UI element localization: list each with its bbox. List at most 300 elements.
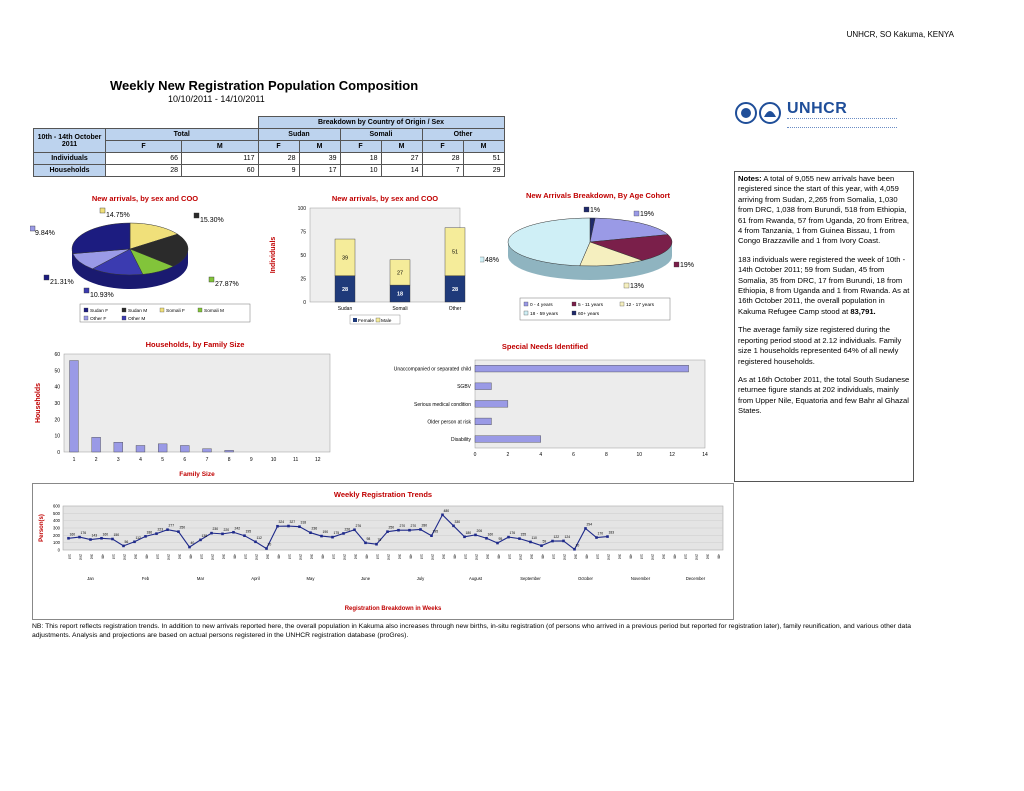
table-cell: 14 bbox=[381, 165, 422, 177]
hh-bar bbox=[180, 445, 189, 452]
sn-bar bbox=[475, 436, 541, 443]
trend-point bbox=[463, 536, 466, 539]
hh-bar bbox=[114, 442, 123, 452]
trend-point bbox=[199, 539, 202, 542]
trend-week-label: 3rd bbox=[309, 554, 314, 560]
group-other: Other bbox=[422, 129, 504, 141]
pie1-slice-label: 27.87% bbox=[215, 281, 239, 288]
trend-point bbox=[595, 536, 598, 539]
trend-point bbox=[386, 530, 389, 533]
pie1-legend-item: Somali F bbox=[166, 309, 185, 314]
trend-point bbox=[276, 525, 279, 528]
bar1-legend-item: Male bbox=[381, 319, 392, 324]
pie2-legend-item: 12 - 17 years bbox=[626, 303, 654, 308]
table-cell: 10 bbox=[340, 165, 381, 177]
trend-point bbox=[320, 535, 323, 538]
trend-point bbox=[562, 540, 565, 543]
bar1-category: Other bbox=[448, 306, 462, 312]
trend-value-label: 480 bbox=[443, 508, 450, 513]
org-location: UNHCR, SO Kakuma, KENYA bbox=[846, 30, 954, 39]
trend-value-label: 236 bbox=[311, 526, 318, 531]
trend-week-label: 3rd bbox=[485, 554, 490, 560]
logo-text: UNHCR bbox=[787, 100, 848, 117]
trend-value-label: 220 bbox=[223, 527, 230, 532]
trend-week-label: 3rd bbox=[353, 554, 358, 560]
trend-week-label: 1st bbox=[155, 554, 160, 559]
hh-xtick: 8 bbox=[227, 457, 231, 463]
trend-value-label: 294 bbox=[586, 522, 593, 527]
bar1-value-label: 27 bbox=[396, 270, 404, 277]
hh-xtick: 7 bbox=[205, 457, 209, 463]
trend-value-label: 98 bbox=[366, 536, 371, 541]
trend-month-label: August bbox=[468, 576, 483, 581]
row-label: Individuals bbox=[34, 153, 106, 165]
trend-value-label: 138 bbox=[201, 533, 208, 538]
trend-month-label: June bbox=[360, 576, 371, 581]
trend-month-label: September bbox=[520, 576, 541, 581]
trend-week-label: 4th bbox=[144, 554, 149, 559]
trend-point bbox=[507, 536, 510, 539]
trend-month-label: Feb bbox=[141, 576, 150, 581]
bar1-ylabel: Individuals bbox=[270, 236, 277, 274]
trend-value-label: 176 bbox=[80, 531, 87, 536]
trend-ytick: 0 bbox=[57, 547, 60, 553]
trend-point bbox=[364, 542, 367, 545]
sex-header: F bbox=[422, 141, 463, 153]
notes-paragraph: A total of 9,055 new arrivals have been registered since the start of this year, with 4,059 arriving from Sudan, 2,265 from Somalia, 1,030 from DRC, 1,038 from Burundi, 518 from Ethiopia, 61 from Rwanda, 57 from Uganda, 20 from Eritrea, 4 from Tanzania, 1 from Guinea Bissau, 1 from Congo Brazzaville and 1 from Ivory Coast. bbox=[738, 174, 909, 246]
pie1-legend-swatch bbox=[122, 316, 126, 320]
bar1-legend-item: Female bbox=[358, 319, 374, 324]
trend-value-label: 40 bbox=[190, 541, 195, 546]
hh-ytick: 40 bbox=[54, 384, 60, 391]
trend-week-label: 4th bbox=[672, 554, 677, 559]
trend-value-label: 170 bbox=[597, 531, 604, 536]
trend-value-label: 95 bbox=[498, 537, 503, 542]
trend-value-label: 195 bbox=[245, 529, 252, 534]
pie1-slice-label: 9.84% bbox=[35, 230, 55, 237]
unhcr-logo bbox=[735, 100, 900, 130]
trend-month-label: May bbox=[306, 576, 315, 581]
trend-week-label: 1st bbox=[463, 554, 468, 559]
trend-point bbox=[430, 534, 433, 537]
trend-week-label: 3rd bbox=[89, 554, 94, 560]
hh-xtick: 5 bbox=[161, 457, 165, 463]
trend-week-label: 2nd bbox=[78, 554, 83, 560]
table-cell: 29 bbox=[463, 165, 504, 177]
trend-week-label: 1st bbox=[507, 554, 512, 559]
trend-week-label: 2nd bbox=[650, 554, 655, 560]
pie2-legend-swatch bbox=[524, 311, 528, 315]
table-cell: 17 bbox=[299, 165, 340, 177]
bar1-value-label: 28 bbox=[451, 286, 459, 293]
trend-week-label: 2nd bbox=[474, 554, 479, 560]
trend-week-label: 3rd bbox=[221, 554, 226, 560]
trend-month-label: July bbox=[416, 576, 425, 581]
hh-ylabel: Households bbox=[35, 382, 42, 424]
hh-xtick: 10 bbox=[270, 457, 277, 463]
trend-value-label: 327 bbox=[289, 520, 296, 525]
sex-header: F bbox=[340, 141, 381, 153]
trend-point bbox=[144, 535, 147, 538]
trend-week-label: 1st bbox=[551, 554, 556, 559]
notes-paragraph: The average family size registered during the reporting period stood at 2.12 individuals. Family size 1 households represented 64% of all newly registered households. bbox=[738, 325, 902, 366]
group-sudan: Sudan bbox=[258, 129, 340, 141]
hh-xtick: 1 bbox=[72, 457, 76, 463]
trend-chart bbox=[33, 498, 733, 618]
table-cell: 28 bbox=[258, 153, 299, 165]
sn-category: Unaccompanied or separated child bbox=[393, 366, 471, 373]
pie1-label-swatch bbox=[84, 288, 89, 293]
trend-week-label: 2nd bbox=[122, 554, 127, 560]
pie1-label-swatch bbox=[194, 213, 199, 218]
trend-month-label: Jan bbox=[87, 576, 94, 581]
trend-point bbox=[331, 536, 334, 539]
trend-value-label: 318 bbox=[300, 520, 307, 525]
trend-week-label: 2nd bbox=[210, 554, 215, 560]
trend-ytick: 100 bbox=[53, 540, 60, 546]
sn-category: Older person at risk bbox=[427, 419, 471, 426]
hh-bar bbox=[70, 361, 79, 452]
trend-value-label: 180 bbox=[465, 530, 472, 535]
hh-ytick: 60 bbox=[54, 352, 60, 358]
trend-week-label: 3rd bbox=[133, 554, 138, 560]
trend-ylabel: Person(s) bbox=[39, 514, 45, 542]
trend-week-label: 4th bbox=[628, 554, 633, 559]
hh-bar bbox=[92, 437, 101, 452]
bar1-value-label: 28 bbox=[341, 286, 349, 293]
sn-xtick: 0 bbox=[473, 452, 477, 458]
pie1-legend-swatch bbox=[84, 308, 88, 312]
registration-table bbox=[33, 116, 505, 177]
hh-bar bbox=[136, 445, 145, 452]
pie2-label-swatch bbox=[480, 257, 484, 262]
trend-point bbox=[265, 547, 268, 550]
pie1-legend-item: Sudan M bbox=[128, 309, 148, 314]
sn-category: Disability bbox=[450, 436, 471, 443]
pie1-slice-label: 10.93% bbox=[90, 292, 114, 299]
trend-point bbox=[584, 527, 587, 530]
trend-xlabel: Registration Breakdown in Weeks bbox=[344, 606, 442, 612]
pie1-legend-item: Somali M bbox=[204, 309, 224, 314]
trend-point bbox=[606, 535, 609, 538]
trend-week-label: 1st bbox=[111, 554, 116, 559]
table-cell: 9 bbox=[258, 165, 299, 177]
trend-month-label: April bbox=[251, 576, 260, 581]
hh-bar bbox=[225, 450, 234, 452]
trend-point bbox=[441, 514, 444, 517]
trend-point bbox=[496, 542, 499, 545]
trend-week-label: 3rd bbox=[441, 554, 446, 560]
trend-ytick: 600 bbox=[53, 503, 60, 509]
pie2-legend-swatch bbox=[572, 311, 576, 315]
trend-week-label: 4th bbox=[232, 554, 237, 559]
sex-header: F bbox=[258, 141, 299, 153]
sex-header: M bbox=[182, 141, 259, 153]
hh-bar bbox=[203, 449, 212, 452]
trend-panel bbox=[32, 483, 734, 620]
trend-point bbox=[397, 529, 400, 532]
trend-point bbox=[232, 531, 235, 534]
table-row bbox=[34, 153, 505, 165]
trend-week-label: 4th bbox=[364, 554, 369, 559]
trend-month-label: December bbox=[685, 576, 706, 581]
trend-point bbox=[133, 540, 136, 543]
trend-week-label: 3rd bbox=[573, 554, 578, 560]
trend-week-label: 1st bbox=[375, 554, 380, 559]
trend-week-label: 4th bbox=[320, 554, 325, 559]
trend-value-label: 190 bbox=[322, 530, 329, 535]
trend-value-label: 59 bbox=[542, 539, 547, 544]
pie2-legend-item: 60+ years bbox=[578, 312, 600, 317]
trend-point bbox=[485, 537, 488, 540]
bar1-chart bbox=[265, 202, 475, 327]
trend-value-label: 270 bbox=[410, 524, 417, 529]
footnote: NB: This report reflects registration trends. In addition to new arrivals reported here, the overall population in Kakuma also increases through new births, in-situ registration (of persons who arrived in a previous period but reported for registration later), family reunification, and various other data adjustments. Analysis and projections are based on actual persons registered in the UNHCR registration database (proGres). bbox=[32, 623, 912, 639]
trend-value-label: 160 bbox=[69, 532, 76, 537]
sn-xtick: 4 bbox=[539, 452, 543, 458]
sn-category: Serious medical condition bbox=[414, 401, 471, 408]
table-cell: 7 bbox=[422, 165, 463, 177]
trend-value-label: 276 bbox=[355, 523, 362, 528]
pie1-slice bbox=[72, 223, 130, 254]
trend-point bbox=[155, 532, 158, 535]
sn-xtick: 6 bbox=[572, 452, 575, 458]
trend-point bbox=[342, 532, 345, 535]
trend-value-label: 226 bbox=[344, 527, 351, 532]
trend-point bbox=[353, 528, 356, 531]
pie1-title: New arrivals, by sex and COO bbox=[91, 194, 199, 203]
trend-month-label: October bbox=[578, 576, 593, 581]
trend-week-label: 2nd bbox=[254, 554, 259, 560]
bar1-legend-swatch bbox=[353, 318, 357, 322]
pie1-slice-label: 14.75% bbox=[106, 212, 130, 219]
trend-ytick: 300 bbox=[53, 525, 60, 531]
trend-value-label: 112 bbox=[256, 535, 262, 540]
trend-value-label: 112 bbox=[135, 535, 141, 540]
trend-week-label: 4th bbox=[496, 554, 501, 559]
trend-point bbox=[518, 537, 521, 540]
sn-category: SGBV bbox=[457, 384, 471, 391]
trend-value-label: 124 bbox=[564, 534, 571, 539]
hh-xlabel: Family Size bbox=[179, 471, 215, 478]
pie1-slice-label: 21.31% bbox=[50, 279, 74, 286]
trend-point bbox=[210, 532, 213, 535]
sn-xtick: 14 bbox=[702, 452, 708, 458]
trend-week-label: 4th bbox=[584, 554, 589, 559]
trend-value-label: 10 bbox=[575, 543, 580, 548]
notes-paragraph: As at 16th October 2011, the total South Sudanese returnee figure stands at 202 individuals, mainly from Upper Nile, Equatoria and few Bahr al Ghazal States. bbox=[738, 374, 910, 416]
trend-week-label: 3rd bbox=[617, 554, 622, 560]
trend-value-label: 280 bbox=[421, 523, 428, 528]
sn-bar bbox=[475, 400, 508, 407]
bar1-title: New arrivals, by sex and COO bbox=[331, 194, 439, 203]
pie2-label-swatch bbox=[584, 207, 589, 212]
trend-week-label: 3rd bbox=[661, 554, 666, 560]
pie1-legend-item: Other M bbox=[128, 317, 146, 322]
trend-point bbox=[540, 544, 543, 547]
sn-xtick: 8 bbox=[605, 452, 608, 458]
trend-point bbox=[221, 533, 224, 536]
pie1-label-swatch bbox=[209, 277, 214, 282]
pie1-legend-item: Other F bbox=[90, 317, 107, 322]
report-title: Weekly New Registration Population Composition bbox=[110, 78, 419, 93]
pie1-chart bbox=[30, 204, 260, 324]
sn-xtick: 2 bbox=[506, 452, 510, 458]
trend-week-label: 1st bbox=[67, 554, 72, 559]
hh-xtick: 6 bbox=[183, 457, 187, 463]
table-cell: 18 bbox=[340, 153, 381, 165]
trend-week-label: 4th bbox=[540, 554, 545, 559]
trend-point bbox=[573, 548, 576, 551]
trend-week-label: 2nd bbox=[386, 554, 391, 560]
trend-week-label: 4th bbox=[408, 554, 413, 559]
trend-point bbox=[122, 545, 125, 548]
trend-ytick: 500 bbox=[53, 510, 60, 516]
trend-week-label: 4th bbox=[452, 554, 457, 559]
pie2-slice-label: 1% bbox=[590, 207, 601, 214]
bar1-value-label: 51 bbox=[451, 249, 459, 256]
trend-point bbox=[78, 536, 81, 539]
table-row bbox=[34, 165, 505, 177]
bar1-value-label: 39 bbox=[341, 255, 349, 262]
notes-paragraph: 183 individuals were registered the week of 10th - 14th October 2011; 59 from Sudan, 45 from Somalia, 35 from DRC, 17 from Burundi, 18 from Ethiopia, 8 from Uganda and 1 from Rwanda. As at 16th October 2011, the overall population in Kakuma Refugee Camp stood at bbox=[738, 254, 910, 316]
hh-ytick: 0 bbox=[57, 450, 60, 456]
hh-xtick: 9 bbox=[249, 457, 253, 463]
pie2-title: New Arrivals Breakdown, By Age Cohort bbox=[525, 191, 671, 200]
trend-month-label: November bbox=[630, 576, 651, 581]
trend-week-label: 1st bbox=[683, 554, 688, 559]
trend-week-label: 1st bbox=[595, 554, 600, 559]
trend-value-label: 270 bbox=[399, 524, 406, 529]
trend-value-label: 324 bbox=[278, 520, 285, 525]
trend-week-label: 4th bbox=[188, 554, 193, 559]
bar1-ytick: 100 bbox=[297, 206, 306, 212]
pie2-label-swatch bbox=[624, 283, 629, 288]
bar1-category: Somali bbox=[392, 306, 408, 312]
pie2-slice-label: 19% bbox=[640, 211, 655, 218]
hh-xtick: 12 bbox=[315, 457, 321, 463]
trend-point bbox=[111, 538, 114, 541]
trend-point bbox=[551, 540, 554, 543]
table-cell: 117 bbox=[182, 153, 259, 165]
trend-week-label: 2nd bbox=[518, 554, 523, 560]
bar1-ytick: 25 bbox=[300, 276, 306, 283]
period-header: 10th - 14th October 2011 bbox=[34, 129, 106, 153]
trend-title: Weekly Registration Trends bbox=[333, 490, 433, 499]
table-cell: 28 bbox=[106, 165, 182, 177]
bar1-ytick: 75 bbox=[300, 229, 306, 236]
trend-value-label: 175 bbox=[333, 531, 340, 536]
hh-xtick: 11 bbox=[293, 457, 299, 463]
table-cell: 39 bbox=[299, 153, 340, 165]
trend-value-label: 122 bbox=[553, 535, 560, 540]
sex-header: M bbox=[299, 141, 340, 153]
trend-week-label: 3rd bbox=[397, 554, 402, 560]
trend-point bbox=[408, 529, 411, 532]
trend-value-label: 186 bbox=[146, 530, 153, 535]
hh-xtick: 3 bbox=[116, 457, 120, 463]
trend-ytick: 400 bbox=[53, 518, 60, 524]
trend-value-label: 160 bbox=[102, 532, 109, 537]
table-cell: 27 bbox=[381, 153, 422, 165]
trend-point bbox=[188, 546, 191, 549]
pie1-label-swatch bbox=[44, 275, 49, 280]
row-label: Households bbox=[34, 165, 106, 177]
trend-week-label: 1st bbox=[639, 554, 644, 559]
trend-point bbox=[298, 525, 301, 528]
hh-ytick: 20 bbox=[54, 417, 60, 424]
trend-month-label: Mar bbox=[196, 576, 205, 581]
trend-point bbox=[243, 534, 246, 537]
trend-point bbox=[309, 531, 312, 534]
sex-header: M bbox=[463, 141, 504, 153]
hh-title: Households, by Family Size bbox=[145, 340, 245, 349]
trend-value-label: 223 bbox=[157, 527, 164, 532]
sn-bar bbox=[475, 418, 491, 425]
sn-title: Special Needs Identified bbox=[501, 342, 589, 351]
notes-heading: Notes: bbox=[738, 174, 762, 183]
pie1-legend-item: Sudan F bbox=[90, 309, 109, 314]
notes-population: 83,791. bbox=[850, 306, 876, 316]
bar1-value-label: 18 bbox=[396, 291, 404, 298]
trend-week-label: 3rd bbox=[177, 554, 182, 560]
pie2-legend-swatch bbox=[620, 302, 624, 306]
hh-ytick: 10 bbox=[54, 433, 60, 440]
pie1-legend-swatch bbox=[160, 308, 164, 312]
trend-value-label: 176 bbox=[509, 531, 516, 536]
pie2-legend-item: 5 - 11 years bbox=[578, 303, 603, 308]
trend-week-label: 2nd bbox=[166, 554, 171, 560]
trend-week-label: 3rd bbox=[265, 554, 270, 560]
trend-week-label: 1st bbox=[243, 554, 248, 559]
trend-value-label: 110 bbox=[531, 535, 537, 540]
pie2-legend-swatch bbox=[572, 302, 576, 306]
trend-point bbox=[375, 543, 378, 546]
trend-value-label: 242 bbox=[234, 526, 241, 531]
trend-value-label: 20 bbox=[267, 542, 272, 547]
hh-xtick: 2 bbox=[94, 457, 98, 463]
trend-value-label: 195 bbox=[432, 529, 439, 534]
logo-tagline-mark bbox=[787, 118, 897, 128]
trend-point bbox=[287, 525, 290, 528]
pie2-label-swatch bbox=[634, 211, 639, 216]
trend-value-label: 160 bbox=[487, 532, 494, 537]
trend-week-label: 1st bbox=[199, 554, 204, 559]
trend-week-label: 2nd bbox=[562, 554, 567, 560]
trend-point bbox=[529, 541, 532, 544]
sn-bar bbox=[475, 383, 491, 390]
pie2-chart bbox=[480, 200, 720, 325]
trend-week-label: 3rd bbox=[705, 554, 710, 560]
table-cell: 51 bbox=[463, 153, 504, 165]
trend-ytick: 200 bbox=[53, 532, 60, 538]
bar1-ytick: 50 bbox=[300, 253, 306, 259]
hh-bar bbox=[158, 444, 167, 452]
report-period: 10/10/2011 - 14/10/2011 bbox=[168, 94, 265, 104]
table-cell: 60 bbox=[182, 165, 259, 177]
trend-value-label: 277 bbox=[168, 523, 175, 528]
trend-week-label: 2nd bbox=[606, 554, 611, 560]
hh-xtick: 4 bbox=[139, 457, 142, 463]
trend-value-label: 183 bbox=[608, 530, 615, 535]
pie2-legend-swatch bbox=[524, 302, 528, 306]
trend-point bbox=[177, 530, 180, 533]
trend-week-label: 4th bbox=[716, 554, 721, 559]
trend-value-label: 143 bbox=[91, 533, 98, 538]
bar1-ytick: 0 bbox=[303, 300, 306, 306]
trend-week-label: 1st bbox=[287, 554, 292, 559]
trend-week-label: 1st bbox=[419, 554, 424, 559]
